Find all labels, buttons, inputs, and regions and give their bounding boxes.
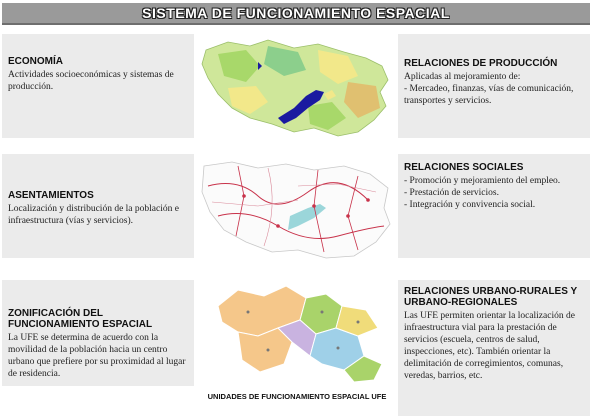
- list-item: - Mercadeo, finanzas, vías de comunicación, transportes y servicios.: [404, 84, 574, 106]
- panel-asentamientos: [2, 154, 194, 258]
- panel-text: Actividades socioeconómicas y sistemas de producción.: [8, 70, 174, 92]
- page-title: SISTEMA DE FUNCIONAMIENTO ESPACIAL: [2, 3, 590, 25]
- panel-list: [404, 83, 584, 107]
- infrastructure-network-map: [198, 156, 394, 264]
- panel-relaciones-sociales: [398, 154, 590, 258]
- panel-text: Localización y distribución de la población e infraestructura (vías y servicios).: [8, 204, 179, 226]
- panel-heading: ASENTAMIENTOS: [8, 190, 94, 201]
- panel-text: La UFE se determina de acuerdo con la movilidad de la población hacia un centro urbano que prefiere por su proximidad al lugar de residencia.: [8, 333, 186, 379]
- panel-relaciones-urbano-rurales: [398, 280, 590, 416]
- panel-heading: RELACIONES SOCIALES: [404, 162, 524, 173]
- panel-heading: ZONIFICACIÓN DEL FUNCIONAMIENTO ESPACIAL: [8, 308, 153, 330]
- panel-intro: Aplicadas al mejoramiento de:: [404, 72, 521, 82]
- functional-zones-map: [208, 276, 388, 388]
- land-use-map: [198, 36, 394, 140]
- map-caption: UNIDADES DE FUNCIONAMIENTO ESPACIAL UFE: [207, 392, 387, 401]
- list-item: - Integración y convivencia social.: [404, 200, 536, 210]
- panel-relaciones-produccion: [398, 34, 590, 138]
- list-item: - Prestación de servicios.: [404, 188, 499, 198]
- panel-economia: [2, 34, 194, 138]
- panel-text: Las UFE permiten orientar la localización de infraestructura vial para la prestación de servicios (escuela, centros de salud, inspecciones, etc). También orientar la delimitación de corregimientos, comunas, veredas, barrios, etc.: [404, 311, 575, 381]
- panel-list: [404, 175, 584, 211]
- list-item: - Promoción y mejoramiento del empleo.: [404, 176, 561, 186]
- panel-heading: RELACIONES DE PRODUCCIÓN: [404, 58, 558, 69]
- panel-heading: RELACIONES URBANO-RURALES Y URBANO-REGIONALES: [404, 286, 577, 308]
- panel-heading: ECONOMÍA: [8, 56, 63, 67]
- panel-zonificacion: [2, 280, 194, 386]
